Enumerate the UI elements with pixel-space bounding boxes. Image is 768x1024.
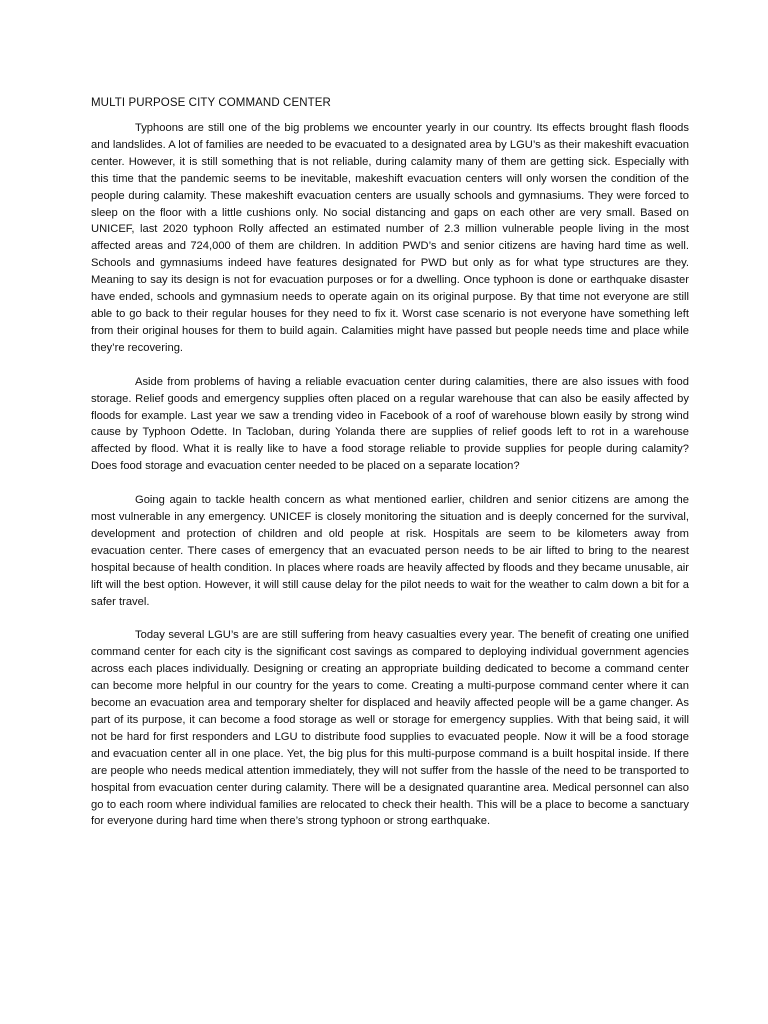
paragraph-health-concern: Going again to tackle health concern as what mentioned earlier, children and senior citizens are among the most vulnerable in any emergency. UNICEF is closely monitoring the situation and is deeply concerned for the survival, development and protection of children and old people at risk. Hospitals are seem to be kilometers away from evacuation center. There cases of emergency that an evacuated person needs to be air lifted to bring to the nearest hospital because of health condition. In places where roads are heavily affected by floods and they became unusable, air lift will the best option. However, it will still cause delay for the pilot needs to wait for the weather to calm down a bit for a safer travel. xyxy=(91,494,689,608)
paragraph-food-storage: Aside from problems of having a reliable evacuation center during calamities, there are also issues with food storage. Relief goods and emergency supplies often placed on a regular warehouse that can also be easily affected by floods for example. Last year we saw a trending video in Facebook of a roof of warehouse blown easily by strong wind cause by Typhoon Odette. In Tacloban, during Yolanda there are supplies of relief goods left to rot in a warehouse affected by flood. What it is really like to have a food storage reliable to provide supplies for people during calamity? Does food storage and evacuation center needed to be placed on a separate location? xyxy=(91,375,689,473)
paragraph-command-center: Today several LGU’s are are still suffering from heavy casualties every year. The benefit of creating one unified command center for each city is the significant cost savings as compared to deploying individual government agencies across each places individually. Designing or creating an appropriate building dedicated to become a command center can become more helpful in our country for the years to come. Creating a multi-purpose command center where it can become an evacuation area and temporary shelter for displaced and heavily affected people will be a game changer. As part of its purpose, it can become a food storage as well or storage for emergency supplies. With that being said, it will not be hard for first responders and LGU to distribute food supplies to evacuated people. Now it will be a food storage and evacuation center all in one place. Yet, the big plus for this multi-purpose command is a built hospital inside. If there are people who needs medical attention immediately, they will not suffer from the hassle of the need to be transported to hospital from evacuation center during calamity. There will be a designated quarantine area. Medical personnel can also go to each room where individual families are relocated to check their health. This will be a place to become a sanctuary for everyone during hard time when there’s strong typhoon or strong earthquake. xyxy=(91,629,689,828)
document-title: MULTI PURPOSE CITY COMMAND CENTER xyxy=(91,97,331,109)
paragraph-typhoon-evacuation: Typhoons are still one of the big problems we encounter yearly in our country. Its effects brought flash floods and landslides. A lot of families are needed to be evacuated to a designated area by LGU’s as their makeshift evacuation center. However, it is still something that is not reliable, during calamity many of them are getting sick. Especially with this time that the pandemic seems to be inevitable, makeshift evacuation centers will only worsen the condition of the people during calamity. These makeshift evacuation centers are usually schools and gymnasiums. They were forced to sleep on the floor with a little cushions only. No social distancing and gaps on each other are very small. Based on UNICEF, last 2020 typhoon Rolly affected an estimated number of 2.3 million vulnerable people living in the most affected areas and 724,000 of them are children. In addition PWD’s and senior citizens are having hard time as well. Schools and gymnasiums indeed have features designated for PWD but only as for what type structures are they. Meaning to say its design is not for evacuation purposes or for a dwelling. Once typhoon is done or earthquake disaster have ended, schools and gymnasium needs to operate again on its original purpose. By that time not everyone are still able to go back to their regular houses for they need to fix it. Worst case scenario is not everyone have something left from their original houses for them to build again. Calamities might have passed but people needs time and place while they’re recovering. xyxy=(91,122,689,354)
